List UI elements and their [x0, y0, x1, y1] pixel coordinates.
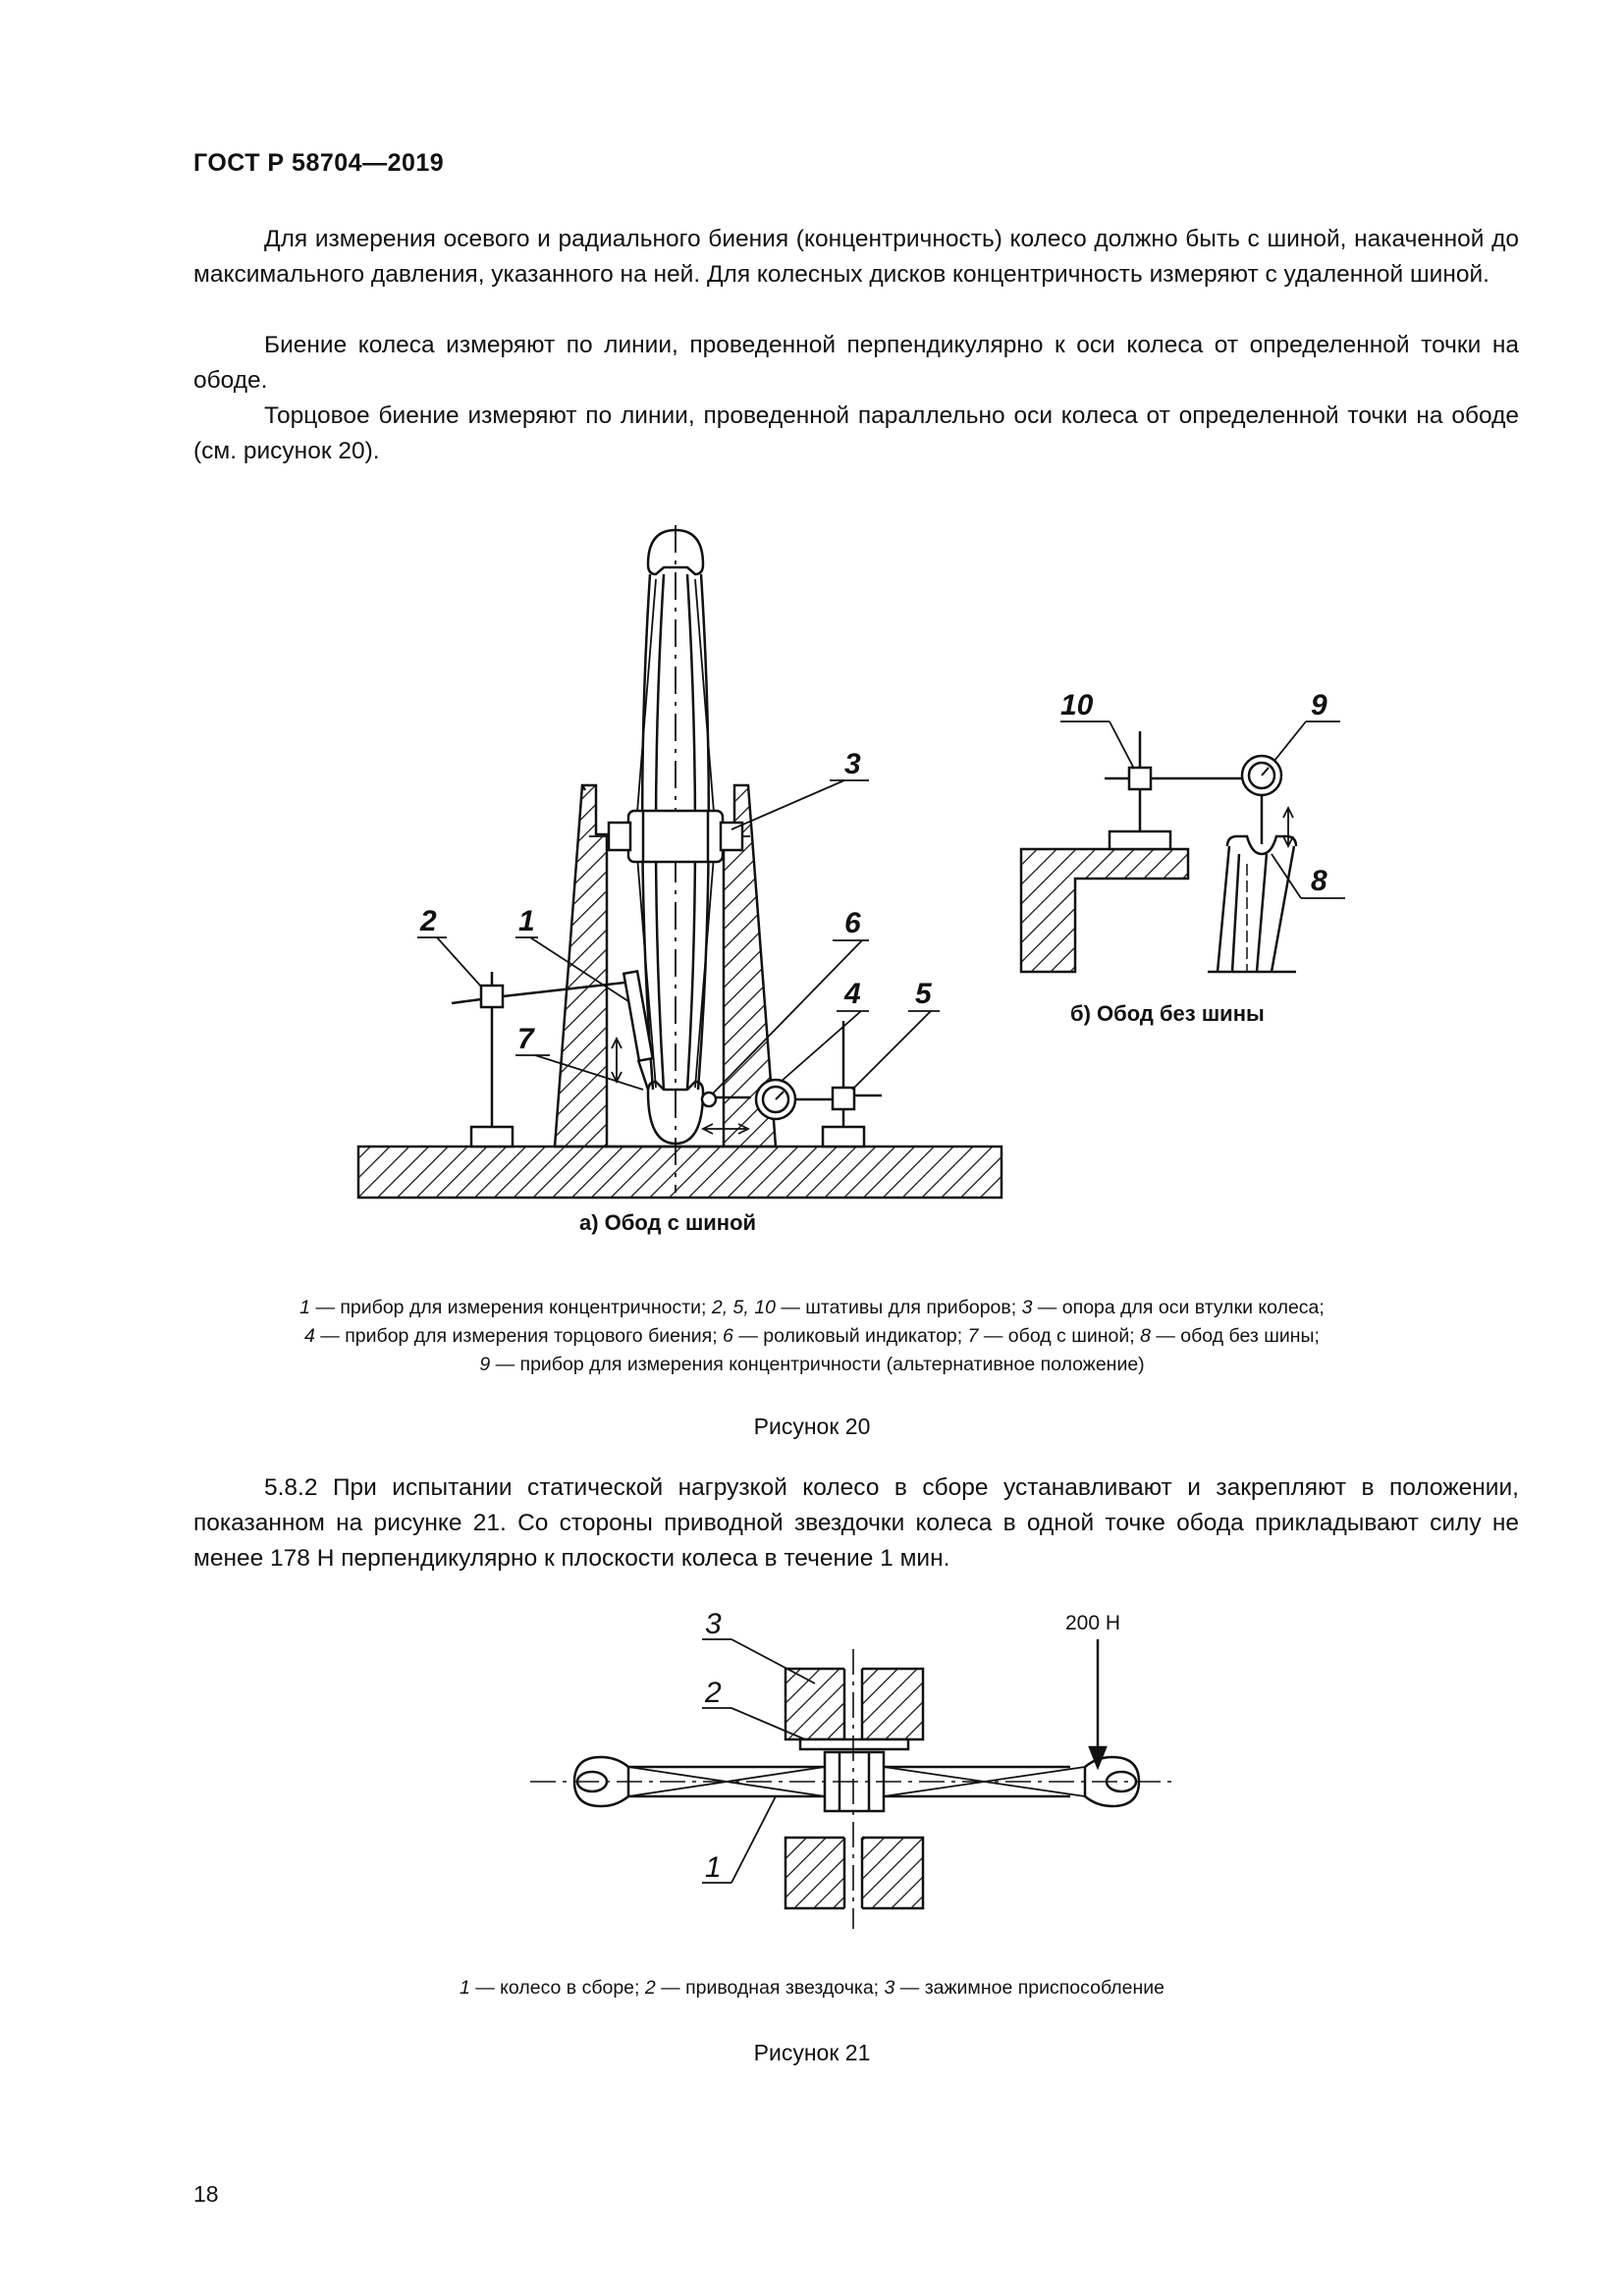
base-plate	[358, 1147, 1001, 1198]
figure-21-drawing	[511, 1590, 1198, 1944]
callout-7: 7	[517, 1023, 534, 1055]
document-header: ГОСТ Р 58704—2019	[193, 149, 445, 177]
force-label: 200 Н	[1065, 1612, 1121, 1634]
caption-b: б) Обод без шины	[1070, 1001, 1265, 1026]
paragraph-3: Торцовое биение измеряют по линии, проведенной параллельно оси колеса от определенной точки на ободе (см. рисунок 20).	[193, 402, 1519, 464]
callout-3: 3	[844, 748, 861, 780]
paragraph-4: 5.8.2 При испытании статической нагрузкой колесо в сборе устанавливают и закрепляют в положении, показанном на рисунке 21. Со стороны приводной звездочки колеса в одной точке обода прикладывают силу не менее 178 Н перпендикулярно к плоскости колеса в течение 1 мин.	[193, 1474, 1519, 1572]
callout-5: 5	[915, 978, 932, 1010]
figure-20-title: Рисунок 20	[753, 1414, 871, 1439]
callout-10: 10	[1060, 689, 1094, 721]
paragraph-2: Биение колеса измеряют по линии, проведенной перпендикулярно к оси колеса от определенной точки на ободе.	[193, 332, 1519, 394]
left-support	[555, 785, 607, 1147]
figure-20-drawing	[334, 510, 1355, 1256]
callout-1: 1	[518, 905, 535, 937]
paragraph-1: Для измерения осевого и радиального биения (концентричность) колесо должно быть с шиной, накаченной до максимального давления, указанного на ней. Для колесных дисков концентричность измеряют с удаленной шиной.	[193, 226, 1519, 288]
rim-support-b	[1021, 849, 1188, 972]
callout-6: 6	[844, 907, 861, 939]
fig21-callout-1: 1	[705, 1851, 722, 1884]
figure-20-legend: 1 — прибор для измерения концентричности; 2, 5, 10 — штативы для приборов; 3 — опора для оси втулки колеса; 4 — прибор для измерения торцового биения; 6 — роликовый индикатор; 7 — обод с шиной; 8 — обод без шины; 9 — прибор для измерения концентричности (альтернативное положение)	[299, 1297, 1325, 1375]
fig21-callout-2: 2	[705, 1677, 722, 1709]
callout-4: 4	[844, 978, 861, 1010]
fig21-callout-3: 3	[705, 1608, 722, 1640]
caption-a: а) Обод с шиной	[579, 1210, 757, 1235]
page-number: 18	[193, 2181, 219, 2207]
figure-21-title: Рисунок 21	[753, 2040, 871, 2065]
figure-21-legend: 1 — колесо в сборе; 2 — приводная звездочка; 3 — зажимное приспособление	[459, 1977, 1164, 1999]
callout-2: 2	[420, 905, 437, 937]
callout-9: 9	[1311, 689, 1327, 721]
callout-8: 8	[1311, 865, 1327, 897]
